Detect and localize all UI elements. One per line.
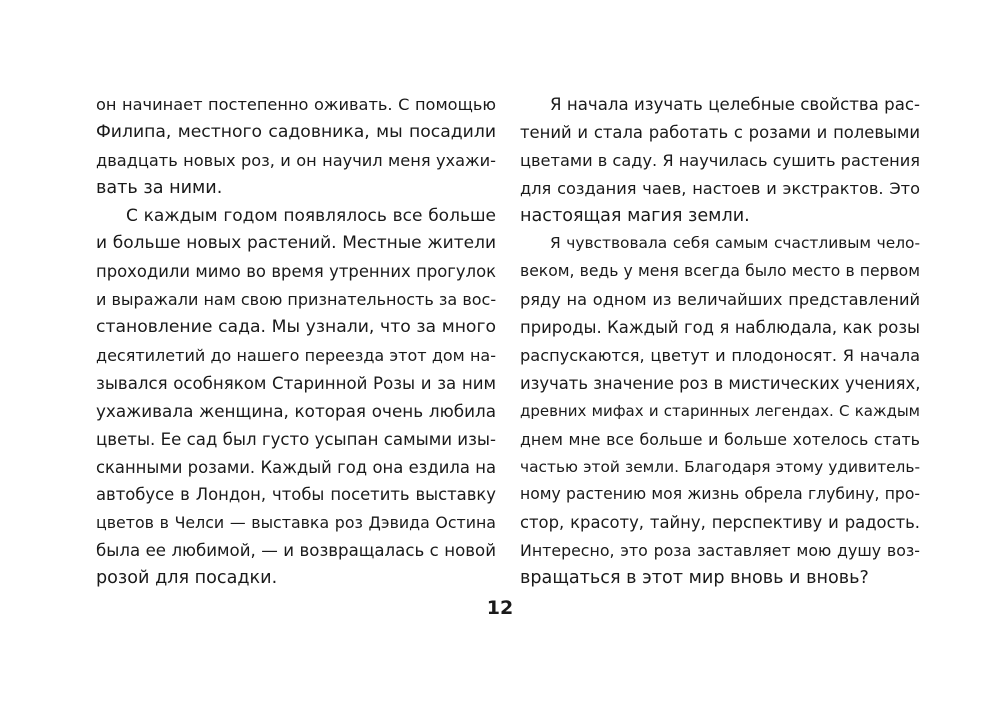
text-line: Я начала изучать целебные свойства рас-: [550, 95, 920, 114]
text-line: днем мне все больше и больше хотелось стать: [520, 429, 920, 449]
text-line: частью этой земли. Благодаря этому удивитель-: [520, 457, 920, 476]
text-line: Филипа, местного садовника, мы посадили: [96, 121, 496, 142]
text-line: вращаться в этот мир вновь и вновь?: [520, 568, 869, 589]
text-line: С каждым годом появлялось все больше: [126, 205, 496, 226]
text-line: ному растению моя жизнь обрела глубину, про-: [520, 485, 920, 504]
text-line: Я чувствовала себя самым счастливым чело-: [550, 234, 920, 253]
text-line: настоящая магия земли.: [520, 205, 750, 226]
text-line: проходили мимо во время утренних прогулок: [96, 262, 496, 282]
right-text-column: [520, 91, 920, 593]
text-line: изучать значение роз в мистических учениях,: [520, 373, 921, 393]
text-line: для создания чаев, настоев и экстрактов. Это: [520, 178, 920, 198]
text-line: веком, ведь у меня всегда было место в первом: [520, 262, 920, 281]
text-line: он начинает постепенно оживать. С помощью: [96, 95, 496, 114]
text-line: стор, красоту, тайну, перспективу и радость.: [520, 513, 920, 533]
text-line: была ее любимой, — и возвращалась с новой: [96, 541, 496, 561]
page-number: 12: [486, 597, 514, 619]
text-line: цветов в Челси — выставка роз Дэвида Остина: [96, 513, 496, 533]
text-line: и выражали нам свою признательность за вос-: [96, 290, 497, 310]
text-line: автобусе в Лондон, чтобы посетить выставку: [96, 485, 496, 505]
text-line: сканными розами. Каждый год она ездила на: [96, 457, 496, 477]
text-line: распускаются, цветут и плодоносят. Я начала: [520, 346, 920, 366]
text-line: зывался особняком Старинной Розы и за ним: [96, 373, 496, 393]
text-line: розой для посадки.: [96, 568, 278, 589]
text-line: становление сада. Мы узнали, что за много: [96, 317, 496, 338]
text-line: вать за ними.: [96, 177, 223, 198]
text-line: древних мифах и старинных легендах. С каждым: [520, 401, 920, 420]
text-line: природы. Каждый год я наблюдала, как розы: [520, 318, 920, 338]
text-line: ряду на одном из величайших представлений: [520, 290, 920, 310]
text-line: Интересно, это роза заставляет мою душу воз-: [520, 541, 920, 561]
text-line: тений и стала работать с розами и полевыми: [520, 122, 920, 142]
text-line: десятилетий до нашего переезда этот дом на-: [96, 346, 496, 366]
text-line: и больше новых растений. Местные жители: [96, 233, 496, 254]
left-text-column: [96, 91, 496, 593]
text-line: ухаживала женщина, которая очень любила: [96, 400, 496, 421]
text-line: цветами в саду. Я научилась сушить растения: [520, 150, 920, 170]
text-line: цветы. Ее сад был густо усыпан самыми изы-: [96, 429, 496, 449]
text-line: двадцать новых роз, и он научил меня ухажи-: [96, 150, 496, 170]
